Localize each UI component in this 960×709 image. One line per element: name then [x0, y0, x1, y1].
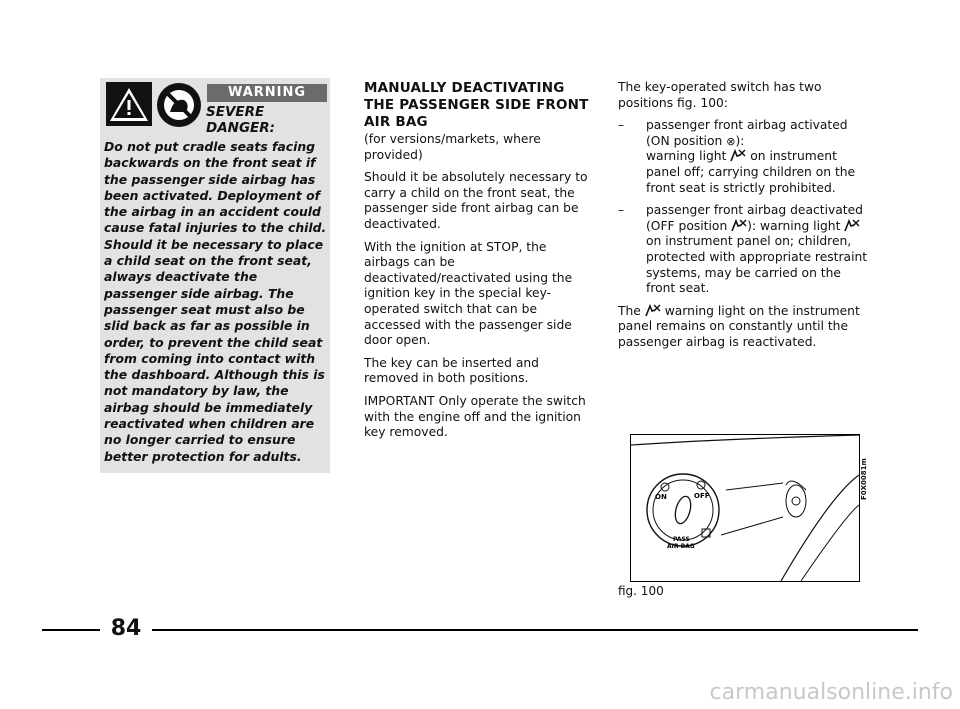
paragraph: Should it be absolutely necessary to carry a child on the front seat, the passenger side front airbag can be deactivated. [364, 170, 588, 231]
on-label: ON [655, 493, 667, 501]
footer-rule-right [152, 629, 918, 631]
airbag-warning-light-icon [844, 219, 860, 232]
footer-rule-left [42, 629, 100, 631]
warning-heading: SEVERE DANGER: [206, 104, 276, 136]
list-dash: – [618, 203, 625, 218]
warning-triangle-icon [106, 82, 152, 126]
pass-label: PASS [673, 536, 690, 543]
section-subtitle: (for versions/markets, where provided) [364, 132, 541, 162]
list-item: – passenger front airbag deactivated (OFF position ): warning light on instrument panel on; children, protected with appropriate restraint systems, may be carried on the front seat. [618, 203, 868, 296]
key-switch-drawing [631, 435, 859, 581]
list-dash: – [618, 118, 625, 133]
figure-code: F0X0081m [860, 458, 868, 500]
page-number: 84 [110, 616, 142, 641]
section-right-column [618, 80, 868, 358]
warning-label: WARNING [207, 84, 327, 102]
paragraph: IMPORTANT Only operate the switch with the engine off and the ignition key removed. [364, 393, 586, 440]
warning-text: Do not put cradle seats facing backwards on the front seat if the passenger side airbag has been activated. Deployment of the airbag in an accident could cause fatal injuries to the child. Should it be necessary to place a child seat on the front seat, always deactivate the passenger side airbag. The passenger seat must also be slid back as far as possible in order, to prevent the child seat from coming into contact with the dashboard. Although this is not mandatory by law, the airbag should be immediately reactivated when children are no longer carried to ensure better protection for adults. [104, 139, 327, 464]
watermark: carmanualsonline.info [709, 680, 953, 705]
figure-switch-illustration [630, 434, 860, 582]
section-middle-column [364, 80, 594, 448]
intro-paragraph: The key-operated switch has two positions fig. 100: [618, 80, 822, 110]
airbag-warning-light-icon [645, 304, 661, 317]
paragraph: With the ignition at STOP, the airbags can be deactivated/reactivated using the ignition key in the special key-operated switch that can be accessed with the passenger side door open. [364, 239, 573, 348]
airbag-child-seat-prohibited-icon [156, 82, 202, 128]
closing-paragraph: The warning light on the instrument panel remains on constantly until the passenger airbag is reactivated. [618, 303, 860, 349]
airbag-label: AIR BAG [667, 543, 695, 550]
airbag-warning-light-icon [731, 219, 747, 232]
list-item: – passenger front airbag activated (ON position ⊗): warning light on instrument panel off; carrying children on the front seat is strictly prohibited. [618, 118, 856, 195]
crossed-circle-icon: ⊗ [726, 134, 736, 148]
section-title: MANUALLY DEACTIVATING THE PASSENGER SIDE FRONT AIR BAG [364, 80, 589, 130]
figure-caption: fig. 100 [618, 584, 664, 598]
off-label: OFF [694, 492, 710, 500]
airbag-warning-light-icon [730, 149, 746, 162]
paragraph: The key can be inserted and removed in both positions. [364, 355, 539, 386]
